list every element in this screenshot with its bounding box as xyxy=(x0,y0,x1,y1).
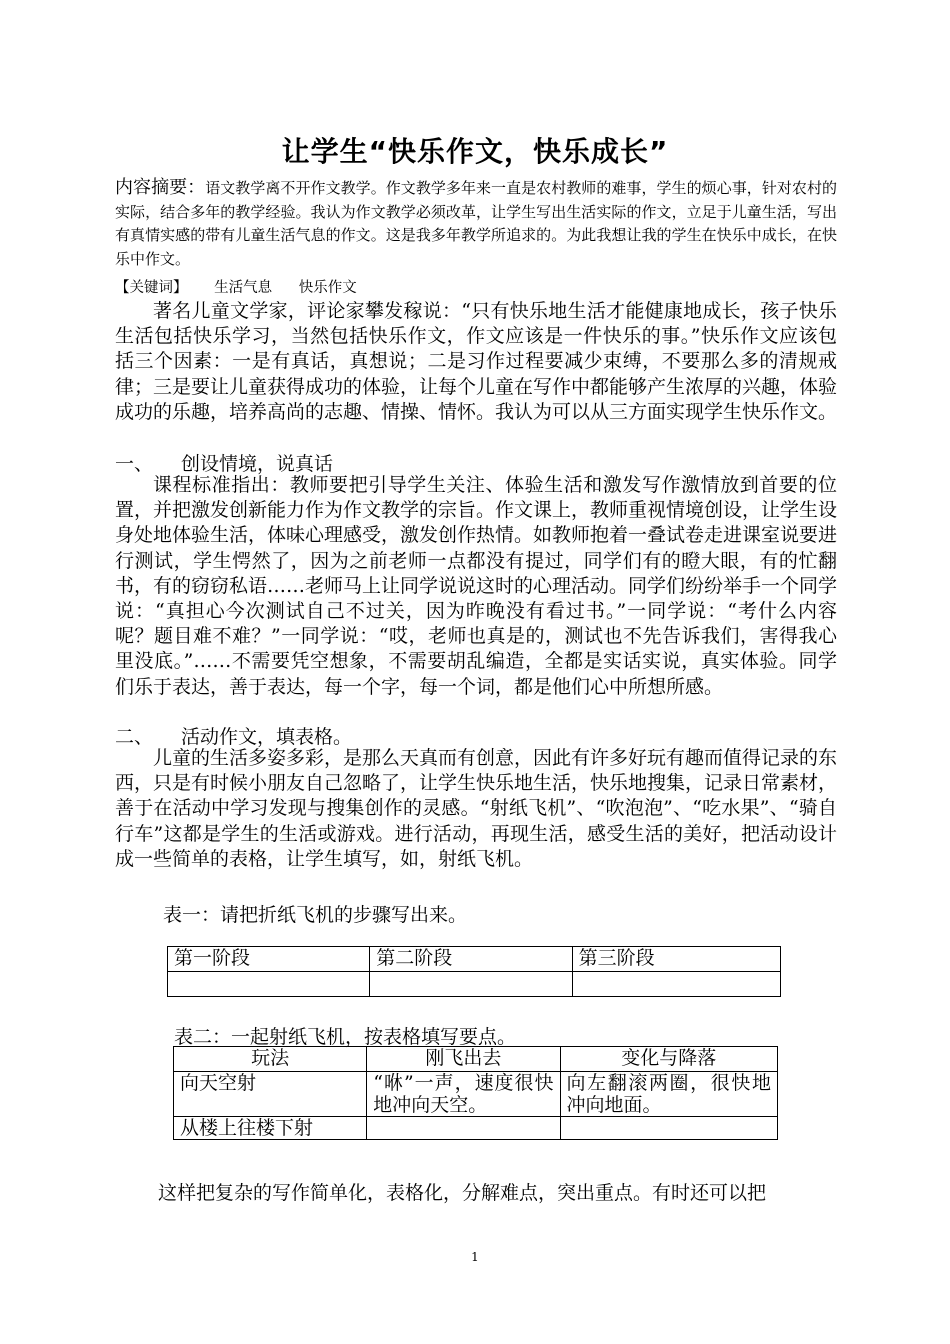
abstract xyxy=(115,176,837,271)
section-number: 二、 xyxy=(115,726,154,748)
keyword-item: 快乐作文 xyxy=(298,280,357,296)
table-cell: “咻”一声，速度很快地冲向天空。 xyxy=(367,1072,560,1117)
paragraph-intro: 著名儿童文学家，评论家攀发稼说：“只有快乐地生活才能健康地成长，孩子快乐生活包括快乐学习，当然包括快乐作文，作文应该是一件快乐的事。”快乐作文应该包括三个因素：一是有真话，真想说；二是习作过程要减少束缚，不要那么多的清规戒律；三是要让儿童获得成功的体验，让每个儿童在写作中都能够产生浓厚的兴趣，体验成功的乐趣，培养高尚的志趣、情操、情怀。我认为可以从三方面实现学生快乐作文。 xyxy=(115,300,838,423)
table-header-cell: 玩法 xyxy=(174,1047,367,1072)
section-number: 一、 xyxy=(115,453,154,475)
table-header-row xyxy=(174,1047,778,1072)
keywords-label: 【关键词】 xyxy=(115,280,188,296)
section-title: 创设情境，说真话 xyxy=(181,453,334,475)
paragraph-section-1: 课程标准指出：教师要把引导学生关注、体验生活和激发写作激情放到首要的位置，并把激发创新能力作为作文教学的宗旨。作文课上，教师重视情境创设，让学生设身处地体验生活，体味心理感受，激发创作热情。如教师抱着一叠试卷走进课室说要进行测试，学生愕然了，因为之前老师一点都没有提过，同学们有的瞪大眼，有的忙翻书，有的窃窃私语……老师马上让同学说说这时的心理活动。同学们纷纷举手一个同学说：“真担心今次测试自己不过关，因为昨晚没有看过书。”一同学说：“考什么内容呢？题目难不难？”一同学说：“哎，老师也真是的，测试也不先告诉我们，害得我心里没底。”……不需要凭空想象，不需要胡乱编造，全都是实话实说，真实体验。同学们乐于表达，善于表达，每一个字，每一个词，都是他们心中所想所感。 xyxy=(115,474,838,698)
table-header-cell: 第三阶段 xyxy=(572,947,780,972)
table-cell: 从楼上往楼下射 xyxy=(174,1117,367,1140)
abstract-text: 语文教学离不开作文教学。作文教学多年来一直是农村教师的难事，学生的烦心事，针对农村的实际，结合多年的教学经验。我认为作文教学必须改革，让学生写出生活实际的作文，立足于儿童生活，写出有真情实感的带有儿童生活气息的作文。这是我多年教学所追求的。为此我想让我的学生在快乐中成长，在快乐中作文。 xyxy=(115,179,837,268)
table-header-cell: 第二阶段 xyxy=(370,947,572,972)
keywords xyxy=(115,276,379,297)
table1-caption: 表一：请把折纸飞机的步骤写出来。 xyxy=(163,904,468,926)
table-header-cell: 变化与降落 xyxy=(560,1047,777,1072)
table-1 xyxy=(167,946,781,997)
page-number: 1 xyxy=(471,1250,479,1264)
section-heading-1 xyxy=(115,449,333,476)
table-cell xyxy=(168,972,370,997)
table-header-cell: 刚飞出去 xyxy=(367,1047,560,1072)
document-title: 让学生“快乐作文，快乐成长” xyxy=(281,135,669,168)
abstract-label: 内容摘要： xyxy=(115,177,206,198)
section-title: 活动作文，填表格。 xyxy=(181,726,353,748)
table-cell: 向左翻滚两圈，很快地冲向地面。 xyxy=(560,1072,777,1117)
paragraph-section-2: 儿童的生活多姿多彩，是那么天真而有创意，因此有许多好玩有趣而值得记录的东西，只是有时候小朋友自己忽略了，让学生快乐地生活，快乐地搜集，记录日常素材，善于在活动中学习发现与搜集创作的灵感。“射纸飞机”、“吹泡泡”、“吃水果”、“骑自行车”这都是学生的生活或游戏。进行活动，再现生活，感受生活的美好，把活动设计成一些简单的表格，让学生填写，如，射纸飞机。 xyxy=(115,747,838,870)
table2-caption: 表二：一起射纸飞机，按表格填写要点。 xyxy=(174,1026,517,1048)
table-cell: 向天空射 xyxy=(174,1072,367,1117)
table-row xyxy=(174,1072,778,1117)
table-cell xyxy=(560,1117,777,1140)
section-heading-2 xyxy=(115,722,352,749)
paragraph-continuation: 这样把复杂的写作简单化，表格化，分解难点，突出重点。有时还可以把 xyxy=(158,1182,767,1204)
table-row xyxy=(168,947,781,972)
keyword-item: 生活气息 xyxy=(214,280,273,296)
table-2 xyxy=(173,1046,778,1140)
table-cell xyxy=(370,972,572,997)
table-cell xyxy=(572,972,780,997)
table-cell xyxy=(367,1117,560,1140)
table-row xyxy=(174,1117,778,1140)
table-row xyxy=(168,972,781,997)
table-header-cell: 第一阶段 xyxy=(168,947,370,972)
